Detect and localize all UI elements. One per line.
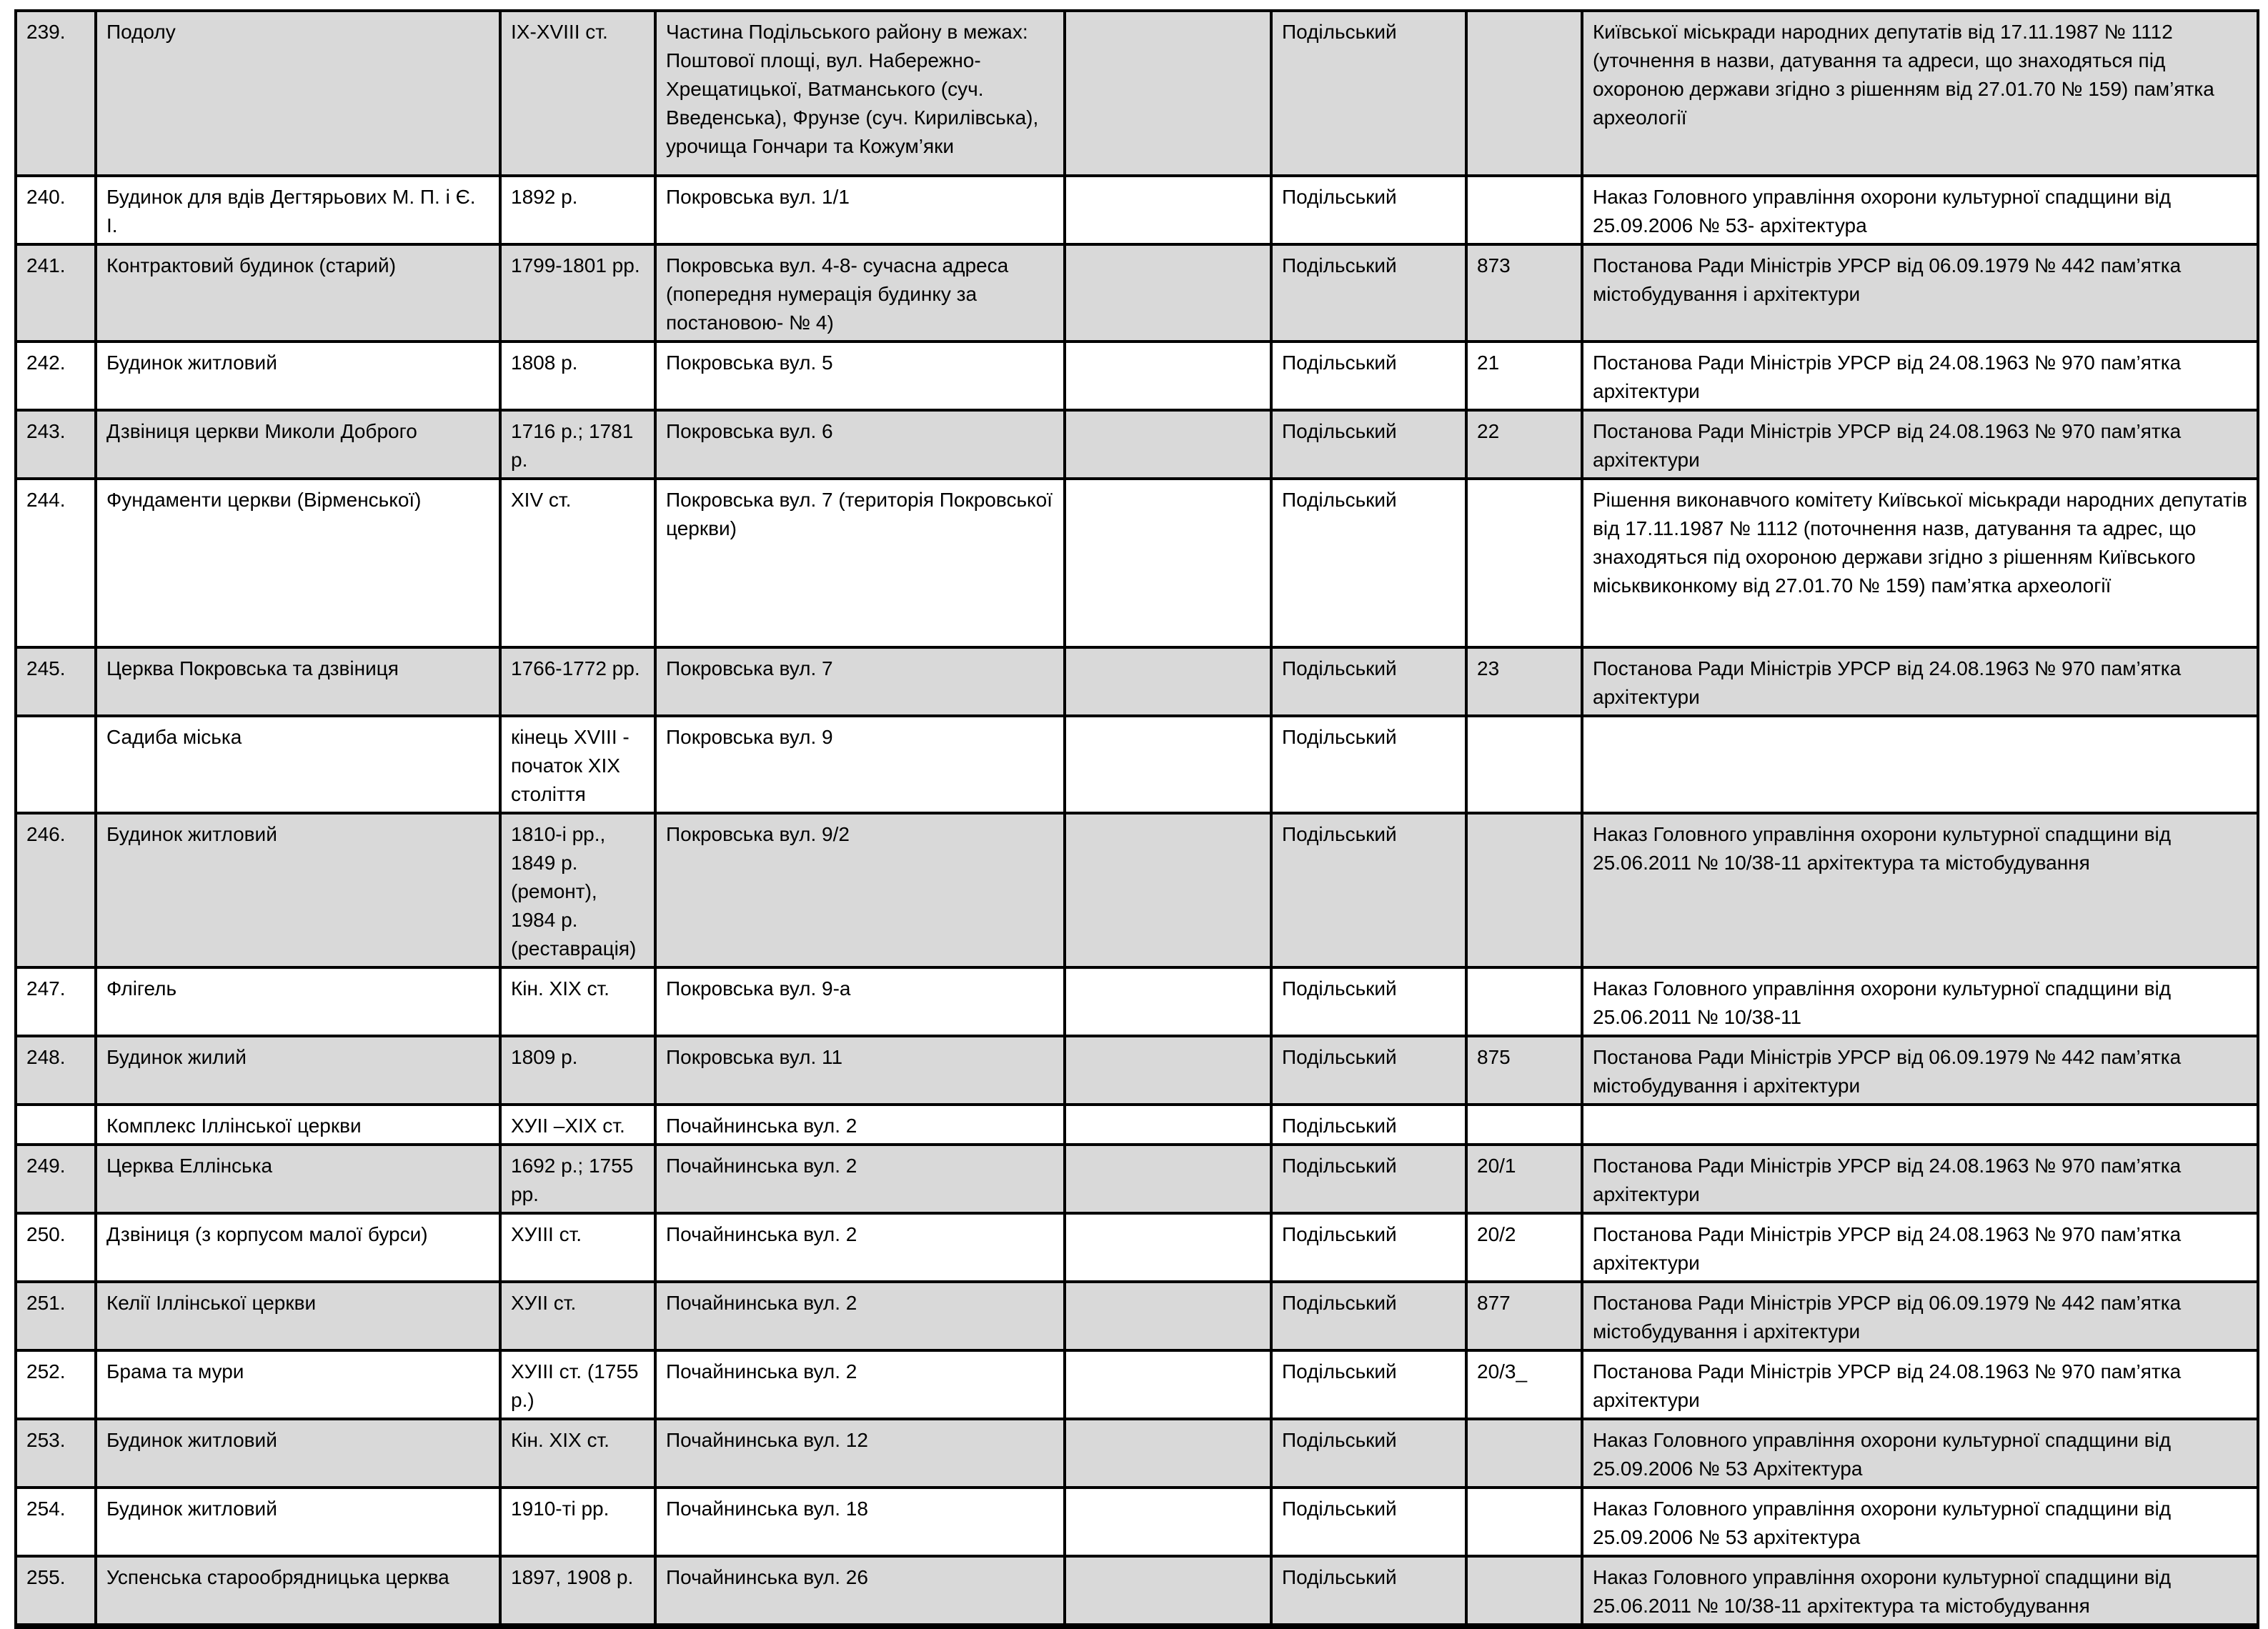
cell-monument-name: Дзвіниця церкви Миколи Доброго (96, 410, 500, 479)
cell-legal-document (1582, 716, 2258, 813)
cell-address: Покровська вул. 7 (територія Покровської церкви) (655, 479, 1065, 647)
cell-index-number: 249. (16, 1145, 96, 1213)
table-row (16, 716, 2258, 813)
cell-index-number: 242. (16, 342, 96, 410)
cell-district: Подільський (1271, 1419, 1466, 1488)
cell-dating: 1809 р. (500, 1036, 655, 1105)
cell-monument-name: Брама та мури (96, 1350, 500, 1419)
cell-address: Покровська вул. 11 (655, 1036, 1065, 1105)
cell-address: Почайнинська вул. 2 (655, 1145, 1065, 1213)
cell-index-number: 243. (16, 410, 96, 479)
cell-protection-number: 20/2 (1466, 1213, 1582, 1282)
cell-empty (1065, 479, 1271, 647)
cell-legal-document: Постанова Ради Міністрів УРСР від 24.08.1963 № 970 пам’ятка архітектури (1582, 1350, 2258, 1419)
cell-address: Почайнинська вул. 18 (655, 1488, 1065, 1556)
table-row (16, 1350, 2258, 1419)
cell-index-number (16, 1105, 96, 1145)
cell-dating: ХУІІ –ХІХ ст. (500, 1105, 655, 1145)
cell-dating: 1810-і рр., 1849 р. (ремонт), 1984 р. (реставрація) (500, 813, 655, 967)
cell-monument-name: Будинок житловий (96, 1419, 500, 1488)
cell-legal-document: Постанова Ради Міністрів УРСР від 06.09.1979 № 442 пам’ятка містобудування і архітектури (1582, 244, 2258, 342)
cell-monument-name: Флігель (96, 967, 500, 1036)
cell-legal-document: Постанова Ради Міністрів УРСР від 24.08.1963 № 970 пам’ятка архітектури (1582, 647, 2258, 716)
cell-dating: 1766-1772 рр. (500, 647, 655, 716)
cell-district: Подільський (1271, 1282, 1466, 1350)
cell-index-number: 240. (16, 176, 96, 244)
table-row (16, 244, 2258, 342)
cell-legal-document: Наказ Головного управління охорони культурної спадщини від 25.09.2006 № 53- архітектура (1582, 176, 2258, 244)
cell-dating: 1897, 1908 р. (500, 1556, 655, 1626)
cell-monument-name: Будинок житловий (96, 1488, 500, 1556)
cell-district: Подільський (1271, 11, 1466, 176)
cell-empty (1065, 176, 1271, 244)
cell-dating: ХУІІІ ст. (500, 1213, 655, 1282)
table-row (16, 11, 2258, 176)
table-row (16, 1488, 2258, 1556)
cell-dating: IX-XVIII ст. (500, 11, 655, 176)
cell-protection-number: 877 (1466, 1282, 1582, 1350)
cell-legal-document: Постанова Ради Міністрів УРСР від 24.08.1963 № 970 пам’ятка архітектури (1582, 1213, 2258, 1282)
cell-address: Покровська вул. 9/2 (655, 813, 1065, 967)
cell-monument-name: Комплекс Іллінської церкви (96, 1105, 500, 1145)
cell-dating: 1808 р. (500, 342, 655, 410)
cell-empty (1065, 342, 1271, 410)
cell-empty (1065, 647, 1271, 716)
table-row (16, 479, 2258, 647)
cell-index-number: 248. (16, 1036, 96, 1105)
cell-index-number: 251. (16, 1282, 96, 1350)
table-row (16, 967, 2258, 1036)
cell-monument-name: Подолу (96, 11, 500, 176)
table-row (16, 1145, 2258, 1213)
cell-empty (1065, 410, 1271, 479)
cell-index-number: 254. (16, 1488, 96, 1556)
cell-address: Покровська вул. 7 (655, 647, 1065, 716)
cell-protection-number: 20/1 (1466, 1145, 1582, 1213)
cell-legal-document: Постанова Ради Міністрів УРСР від 24.08.1963 № 970 пам’ятка архітектури (1582, 410, 2258, 479)
cell-dating: кінець XVIII - початок XIX століття (500, 716, 655, 813)
cell-protection-number (1466, 967, 1582, 1036)
cell-district: Подільський (1271, 244, 1466, 342)
cell-monument-name: Дзвіниця (з корпусом малої бурси) (96, 1213, 500, 1282)
cell-district: Подільський (1271, 1488, 1466, 1556)
cell-protection-number (1466, 176, 1582, 244)
cell-district: Подільський (1271, 1350, 1466, 1419)
cell-empty (1065, 1213, 1271, 1282)
cell-protection-number (1466, 813, 1582, 967)
cell-address: Покровська вул. 9 (655, 716, 1065, 813)
cell-protection-number (1466, 1419, 1582, 1488)
table-row (16, 410, 2258, 479)
cell-district: Подільський (1271, 342, 1466, 410)
cell-monument-name: Церква Еллінська (96, 1145, 500, 1213)
cell-dating: XIV ст. (500, 479, 655, 647)
cell-empty (1065, 1105, 1271, 1145)
cell-index-number: 246. (16, 813, 96, 967)
monuments-table-body (16, 11, 2258, 1626)
cell-monument-name: Садиба міська (96, 716, 500, 813)
table-row (16, 647, 2258, 716)
cell-index-number: 245. (16, 647, 96, 716)
cell-protection-number (1466, 1556, 1582, 1626)
cell-monument-name: Успенська старообрядницька церква (96, 1556, 500, 1626)
cell-address: Почайнинська вул. 2 (655, 1350, 1065, 1419)
cell-index-number (16, 716, 96, 813)
cell-empty (1065, 11, 1271, 176)
cell-monument-name: Будинок житловий (96, 342, 500, 410)
cell-protection-number (1466, 479, 1582, 647)
cell-address: Почайнинська вул. 12 (655, 1419, 1065, 1488)
cell-protection-number: 20/3_ (1466, 1350, 1582, 1419)
cell-legal-document: Рішення виконавчого комітету Київської міськради народних депутатів від 17.11.1987 № 1112 (поточнення назв, датування та адрес, що знаходяться під охороною держави згідно з рішенням Київського міськвиконкому від 27.01.70 № 159) пам’ятка археології (1582, 479, 2258, 647)
cell-index-number: 247. (16, 967, 96, 1036)
cell-address: Почайнинська вул. 2 (655, 1213, 1065, 1282)
cell-legal-document: Наказ Головного управління охорони культурної спадщини від 25.06.2011 № 10/38-11 архітектура та містобудування (1582, 813, 2258, 967)
cell-empty (1065, 1282, 1271, 1350)
monuments-table (14, 9, 2259, 1629)
cell-monument-name: Будинок жилий (96, 1036, 500, 1105)
cell-protection-number: 23 (1466, 647, 1582, 716)
cell-address: Почайнинська вул. 26 (655, 1556, 1065, 1626)
cell-district: Подільський (1271, 1036, 1466, 1105)
cell-index-number: 241. (16, 244, 96, 342)
cell-index-number: 253. (16, 1419, 96, 1488)
cell-address: Покровська вул. 6 (655, 410, 1065, 479)
cell-protection-number: 21 (1466, 342, 1582, 410)
cell-index-number: 250. (16, 1213, 96, 1282)
table-row (16, 342, 2258, 410)
cell-index-number: 252. (16, 1350, 96, 1419)
cell-monument-name: Келії Іллінської церкви (96, 1282, 500, 1350)
cell-district: Подільський (1271, 716, 1466, 813)
cell-district: Подільський (1271, 1556, 1466, 1626)
cell-legal-document: Наказ Головного управління охорони культурної спадщини від 25.09.2006 № 53 Архітектура (1582, 1419, 2258, 1488)
cell-dating: 1892 р. (500, 176, 655, 244)
cell-district: Подільський (1271, 410, 1466, 479)
cell-empty (1065, 1556, 1271, 1626)
cell-protection-number (1466, 1105, 1582, 1145)
cell-address: Покровська вул. 4-8- сучасна адреса (попередня нумерація будинку за постановою- № 4) (655, 244, 1065, 342)
cell-legal-document: Київської міськради народних депутатів від 17.11.1987 № 1112 (уточнення в назви, датування та адреси, що знаходяться під охороною держави згідно з рішенням від 27.01.70 № 159) пам’ятка археології (1582, 11, 2258, 176)
cell-protection-number (1466, 11, 1582, 176)
table-row (16, 1556, 2258, 1626)
cell-monument-name: Церква Покровська та дзвіниця (96, 647, 500, 716)
cell-dating: 1716 р.; 1781 р. (500, 410, 655, 479)
cell-empty (1065, 813, 1271, 967)
table-row (16, 1036, 2258, 1105)
cell-dating: 1799-1801 рр. (500, 244, 655, 342)
cell-legal-document: Постанова Ради Міністрів УРСР від 24.08.1963 № 970 пам’ятка архітектури (1582, 1145, 2258, 1213)
cell-district: Подільський (1271, 1145, 1466, 1213)
cell-district: Подільський (1271, 1213, 1466, 1282)
table-row (16, 1282, 2258, 1350)
table-row (16, 1213, 2258, 1282)
cell-legal-document: Постанова Ради Міністрів УРСР від 24.08.1963 № 970 пам’ятка архітектури (1582, 342, 2258, 410)
cell-district: Подільський (1271, 479, 1466, 647)
cell-dating: Кін. XIX ст. (500, 1419, 655, 1488)
cell-legal-document: Постанова Ради Міністрів УРСР від 06.09.1979 № 442 пам’ятка містобудування і архітектури (1582, 1036, 2258, 1105)
cell-index-number: 255. (16, 1556, 96, 1626)
table-row (16, 813, 2258, 967)
cell-address: Почайнинська вул. 2 (655, 1282, 1065, 1350)
cell-monument-name: Контрактовий будинок (старий) (96, 244, 500, 342)
cell-legal-document: Постанова Ради Міністрів УРСР від 06.09.1979 № 442 пам’ятка містобудування і архітектури (1582, 1282, 2258, 1350)
cell-empty (1065, 1036, 1271, 1105)
cell-address: Частина Подільського району в межах: Поштової площі, вул. Набережно-Хрещатицької, Ватманського (суч. Введенська), Фрунзе (суч. Кирилівська), урочища Гончари та Кожум’яки (655, 11, 1065, 176)
cell-district: Подільський (1271, 647, 1466, 716)
cell-monument-name: Будинок для вдів Дегтярьових М. П. і Є. І. (96, 176, 500, 244)
cell-address: Покровська вул. 1/1 (655, 176, 1065, 244)
cell-address: Покровська вул. 5 (655, 342, 1065, 410)
cell-legal-document (1582, 1105, 2258, 1145)
cell-empty (1065, 1419, 1271, 1488)
cell-dating: Кін. XIX ст. (500, 967, 655, 1036)
cell-index-number: 244. (16, 479, 96, 647)
cell-empty (1065, 716, 1271, 813)
cell-legal-document: Наказ Головного управління охорони культурної спадщини від 25.06.2011 № 10/38-11 архітектура та містобудування (1582, 1556, 2258, 1626)
cell-dating: ХУІІІ ст. (1755 р.) (500, 1350, 655, 1419)
cell-empty (1065, 1488, 1271, 1556)
cell-monument-name: Будинок житловий (96, 813, 500, 967)
cell-district: Подільський (1271, 1105, 1466, 1145)
cell-dating: 1910-ті рр. (500, 1488, 655, 1556)
cell-legal-document: Наказ Головного управління охорони культурної спадщини від 25.09.2006 № 53 архітектура (1582, 1488, 2258, 1556)
table-row (16, 1419, 2258, 1488)
cell-address: Покровська вул. 9-а (655, 967, 1065, 1036)
cell-index-number: 239. (16, 11, 96, 176)
cell-district: Подільський (1271, 967, 1466, 1036)
table-row (16, 176, 2258, 244)
cell-district: Подільський (1271, 176, 1466, 244)
cell-monument-name: Фундаменти церкви (Вірменської) (96, 479, 500, 647)
table-row (16, 1105, 2258, 1145)
cell-protection-number: 873 (1466, 244, 1582, 342)
cell-dating: ХУІІ ст. (500, 1282, 655, 1350)
cell-legal-document: Наказ Головного управління охорони культурної спадщини від 25.06.2011 № 10/38-11 (1582, 967, 2258, 1036)
cell-protection-number: 875 (1466, 1036, 1582, 1105)
cell-empty (1065, 967, 1271, 1036)
cell-empty (1065, 1350, 1271, 1419)
cell-protection-number (1466, 1488, 1582, 1556)
cell-empty (1065, 1145, 1271, 1213)
cell-empty (1065, 244, 1271, 342)
cell-dating: 1692 р.; 1755 рр. (500, 1145, 655, 1213)
cell-address: Почайнинська вул. 2 (655, 1105, 1065, 1145)
cell-protection-number (1466, 716, 1582, 813)
cell-district: Подільський (1271, 813, 1466, 967)
cell-protection-number: 22 (1466, 410, 1582, 479)
